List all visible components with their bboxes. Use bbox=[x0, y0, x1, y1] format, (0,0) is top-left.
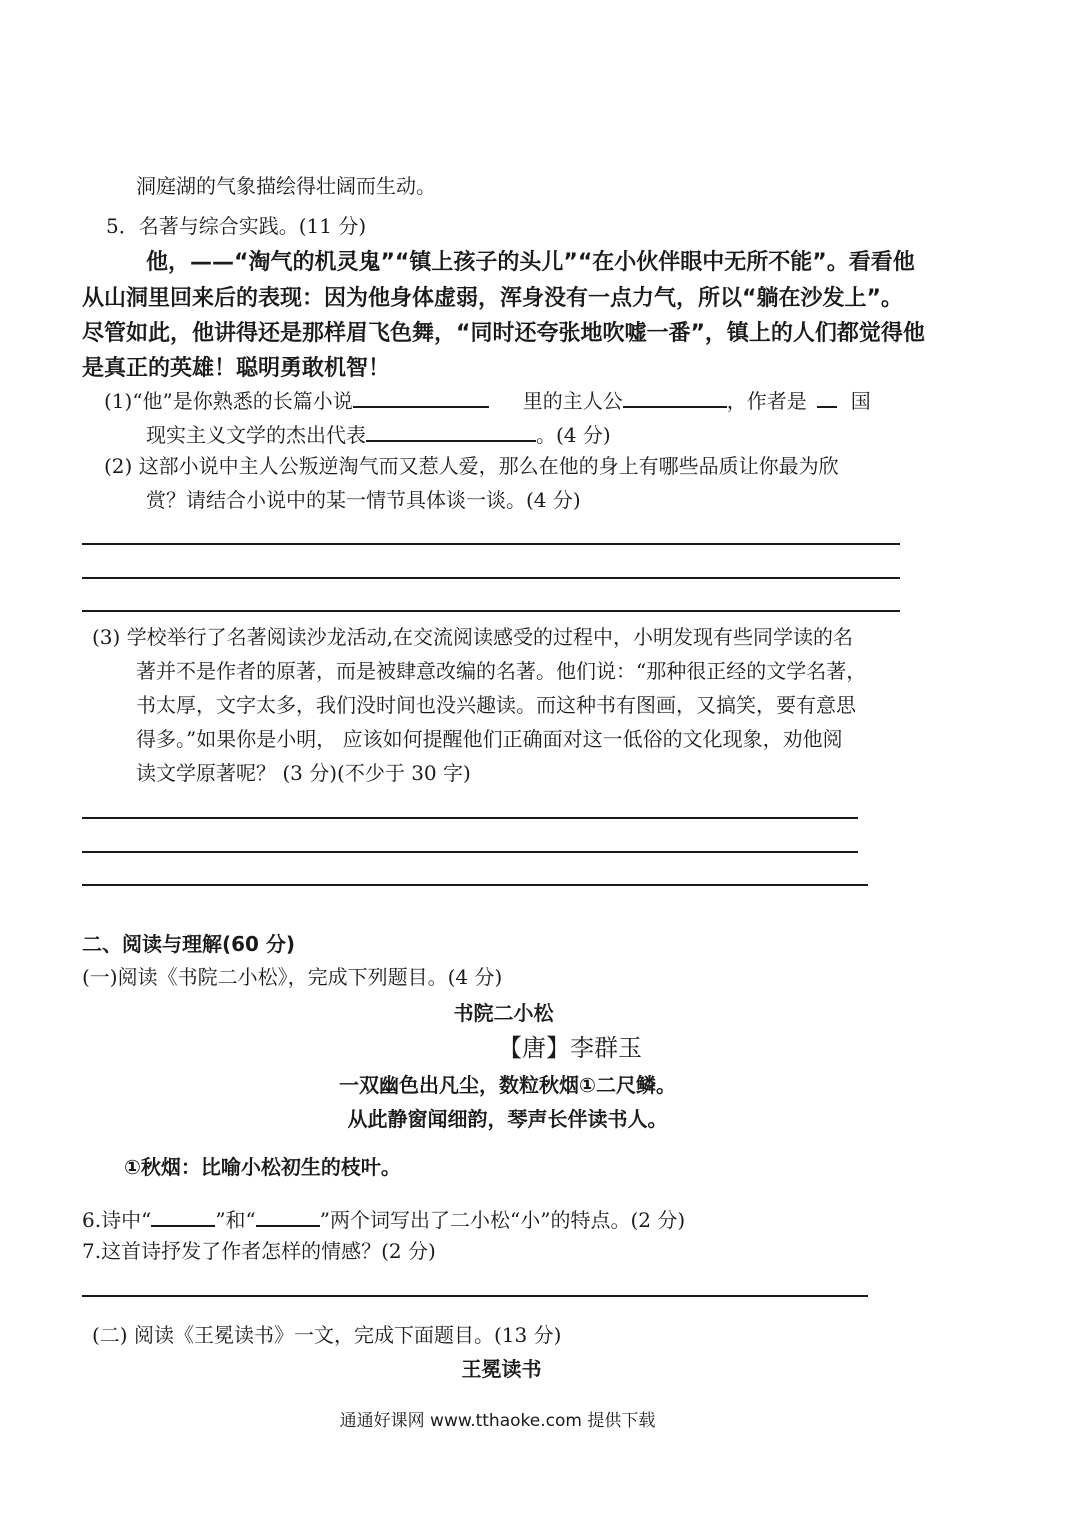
answer-line-sub3-3[interactable] bbox=[82, 884, 868, 886]
q5-passage-line-4: 是真正的英雄！聪明勇敢机智！ bbox=[82, 356, 391, 381]
poem-author: 【唐】李群玉 bbox=[498, 1034, 642, 1062]
part1-intro: (一)阅读《书院二小松》，完成下列题目。(4 分) bbox=[82, 965, 503, 989]
country-blank[interactable] bbox=[817, 384, 837, 408]
q5-sub1-line-2 bbox=[146, 418, 611, 449]
answer-line-sub2-2[interactable] bbox=[82, 577, 900, 579]
answer-line-sub3-1[interactable] bbox=[82, 817, 858, 819]
author-blank[interactable] bbox=[366, 418, 536, 442]
q6-text-c: ”两个词写出了二小松“小”的特点。(2 分) bbox=[319, 1208, 686, 1232]
q5-sub1-text-a: (1)“他”是你熟悉的长篇小说 bbox=[104, 389, 353, 413]
q4-tail-text: 洞庭湖的气象描绘得壮阔而生动。 bbox=[136, 174, 436, 198]
q5-sub2-line-2: 赏？请结合小说中的某一情节具体谈一谈。(4 分) bbox=[146, 488, 581, 512]
q5-sub3-line-3: 书太厚，文字太多，我们没时间也没兴趣读。而这种书有图画，又搞笑，要有意思 bbox=[136, 693, 856, 717]
protagonist-blank[interactable] bbox=[623, 384, 727, 408]
q5-passage-line-1: 他，——“淘气的机灵鬼”“镇上孩子的头儿”“在小伙伴眼中无所不能”。看看他 bbox=[146, 250, 915, 275]
q5-sub2-line-1: (2) 这部小说中主人公叛逆淘气而又惹人爱，那么在他的身上有哪些品质让你最为欣 bbox=[104, 454, 839, 478]
q6-line bbox=[82, 1203, 685, 1234]
section2-heading: 二、阅读与理解(60 分) bbox=[82, 932, 296, 956]
q6-blank-1[interactable] bbox=[151, 1203, 215, 1227]
answer-line-q7[interactable] bbox=[82, 1295, 868, 1297]
poem-note: ①秋烟：比喻小松初生的枝叶。 bbox=[124, 1155, 401, 1179]
q5-sub3-line-2: 著并不是作者的原著，而是被肆意改编的名著。他们说：“那种很正经的文学名著， bbox=[136, 659, 867, 683]
part2-title: 王冕读书 bbox=[461, 1357, 542, 1381]
q6-text-a: 6.诗中“ bbox=[82, 1208, 152, 1232]
q5-sub1-text-c: ，作者是 bbox=[726, 389, 807, 413]
q5-sub3-line-1: (3) 学校举行了名著阅读沙龙活动,在交流阅读感受的过程中，小明发现有些同学读的名 bbox=[92, 625, 854, 649]
q7-question: 7.这首诗抒发了作者怎样的情感？(2 分) bbox=[82, 1239, 436, 1263]
q5-passage-line-3: 尽管如此，他讲得还是那样眉飞色舞，“同时还夸张地吹嘘一番”，镇上的人们都觉得他 bbox=[82, 321, 925, 346]
q5-sub1-text-b: 里的主人公 bbox=[522, 389, 623, 413]
part2-intro: (二) 阅读《王冕读书》一文，完成下面题目。(13 分) bbox=[92, 1323, 562, 1347]
q5-sub1-line2-text-a: 现实主义文学的杰出代表 bbox=[146, 423, 366, 447]
q5-sub1-line2-text-b: 。(4 分) bbox=[536, 423, 611, 447]
q5-sub1-text-d: 国 bbox=[850, 389, 871, 413]
q5-sub3-line-5: 读文学原著呢？ (3 分)(不少于 30 字) bbox=[136, 761, 471, 785]
answer-line-sub3-2[interactable] bbox=[82, 851, 858, 853]
poem-title: 书院二小松 bbox=[453, 1001, 554, 1025]
answer-line-sub2-1[interactable] bbox=[82, 543, 900, 545]
answer-line-sub2-3[interactable] bbox=[82, 610, 900, 612]
poem-line-2: 从此静窗闻细韵，琴声长伴读书人。 bbox=[347, 1107, 668, 1131]
q6-blank-2[interactable] bbox=[256, 1203, 320, 1227]
q6-text-b: ”和“ bbox=[215, 1208, 256, 1232]
q5-sub1-line-1 bbox=[104, 384, 871, 415]
page-footer: 通通好课网 www.tthaoke.com 提供下载 bbox=[339, 1411, 656, 1431]
poem-line-1: 一双幽色出凡尘，数粒秋烟①二尺鳞。 bbox=[339, 1073, 676, 1097]
q5-heading: 5．名著与综合实践。(11 分) bbox=[106, 214, 367, 238]
q5-passage-line-2: 从山洞里回来后的表现：因为他身体虚弱，浑身没有一点力气，所以“躺在沙发上”。 bbox=[82, 286, 903, 311]
q5-sub3-line-4: 得多。”如果你是小明， 应该如何提醒他们正确面对这一低俗的文化现象，劝他阅 bbox=[136, 727, 843, 751]
novel-title-blank[interactable] bbox=[353, 384, 489, 408]
